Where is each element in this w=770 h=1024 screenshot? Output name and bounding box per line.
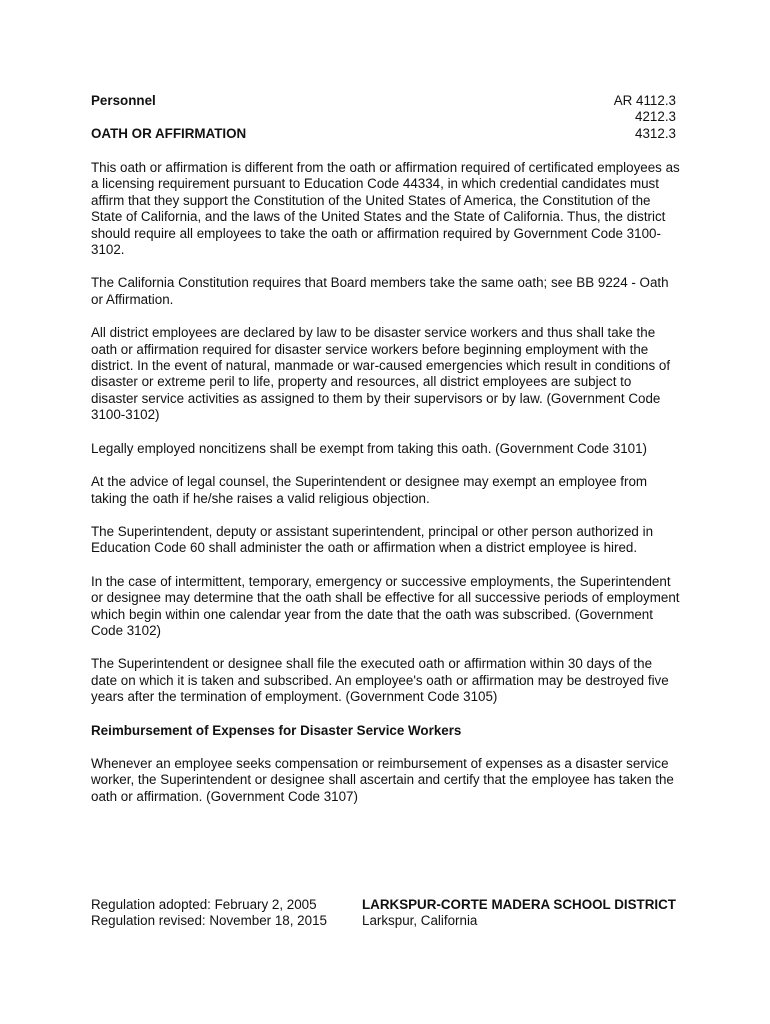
paragraph-file-oath: The Superintendent or designee shall file the executed oath or affirmation within 30 days of the date on which it is taken and subscribed. An employee's oath or affirmation may be destroyed five years after the termination of employment. (Government Code 3105) xyxy=(91,656,669,705)
paragraph-administer-oath: The Superintendent, deputy or assistant superintendent, principal or other person authorized in Education Code 60 shall administer the oath or affirmation when a district employee is hired. xyxy=(91,523,654,556)
paragraph-board-members: The California Constitution requires that Board members take the same oath; see BB 9224 - Oath or Affirmation. xyxy=(91,275,669,307)
paragraph-licensing-oath: This oath or affirmation is different from the oath or affirmation required of certificated employees as a licensing requirement pursuant to Education Code 44334, in which credential candidates must affirm that they support the Constitution of the United States of America, the Constitution of the State of California, and the laws of the United States and the State of California. Thus, the district should require all employees to take the oath or affirmation required by Government Code 3100-3102. xyxy=(91,160,680,258)
district-block xyxy=(362,897,676,930)
district-location: Larkspur, California xyxy=(362,913,478,929)
document-body xyxy=(91,160,681,822)
regulation-code: 4212.3 xyxy=(635,109,676,125)
paragraph-noncitizens: Legally employed noncitizens shall be exempt from taking this oath. (Government Code 3101) xyxy=(91,440,648,456)
document-title: OATH OR AFFIRMATION xyxy=(91,126,247,141)
section-label: Personnel xyxy=(91,93,156,108)
paragraph-reimbursement: Whenever an employee seeks compensation or reimbursement of expenses as a disaster service worker, the Superintendent or designee shall ascertain and certify that the employee has taken the oath or affirmation. (Government Code 3107) xyxy=(91,755,674,804)
adopted-date: Regulation adopted: February 2, 2005 xyxy=(91,897,317,912)
district-name: LARKSPUR-CORTE MADERA SCHOOL DISTRICT xyxy=(362,897,676,912)
regulation-codes xyxy=(560,93,676,142)
paragraph-disaster-workers: All district employees are declared by law to be disaster service workers and thus shall take the oath or affirmation required for disaster service workers before beginning employment with the district. In the event of natural, manmade or war-caused emergencies which result in conditions of disaster or extreme peril to life, property and resources, all district employees are subject to disaster service activities as assigned to them by their supervisors or by law. (Government Code 3100-3102) xyxy=(91,325,671,423)
subheading-reimbursement: Reimbursement of Expenses for Disaster Service Workers xyxy=(91,722,462,738)
regulation-dates xyxy=(91,897,327,930)
paragraph-successive-employment: In the case of intermittent, temporary, emergency or successive employments, the Superintendent or designee may determine that the oath shall be effective for all successive periods of employment which begin within one calendar year from the date that the oath was subscribed. (Government Code 3102) xyxy=(91,573,680,638)
paragraph-religious-objection: At the advice of legal counsel, the Superintendent or designee may exempt an employee from taking the oath if he/she raises a valid religious objection. xyxy=(91,474,648,506)
regulation-code: 4312.3 xyxy=(635,125,676,141)
revised-date: Regulation revised: November 18, 2015 xyxy=(91,913,327,929)
regulation-code: AR 4112.3 xyxy=(613,93,676,108)
